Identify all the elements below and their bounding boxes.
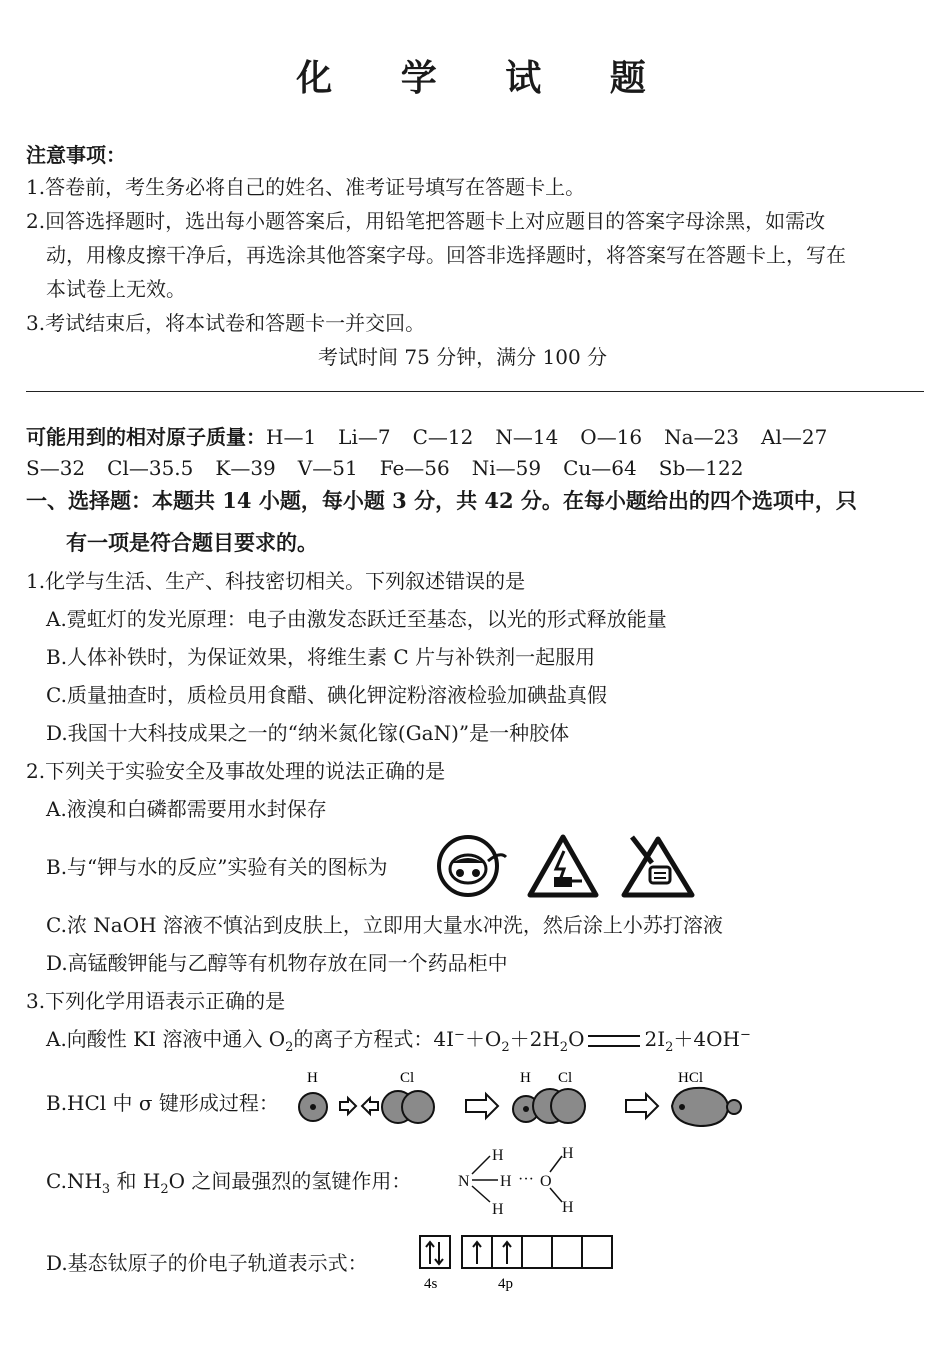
notice-item-2-end: 本试卷上无效。 [46, 277, 186, 301]
subscript: 2 [559, 1040, 569, 1055]
notice-item-2: 2.回答选择题时，选出每小题答案后，用铅笔把答题卡上对应题目的答案字母涂黑，如需改 [26, 209, 826, 233]
mass-item: Ni—59 [471, 456, 542, 480]
superscript: − [454, 1027, 465, 1043]
atom-h: H [492, 1201, 504, 1218]
label-cl: Cl [400, 1070, 415, 1086]
sigma-bond-diagram [296, 1064, 756, 1136]
heating-icon [436, 833, 508, 899]
mass-item: N—14 [495, 425, 559, 449]
mass-item: Cl—35.5 [107, 456, 194, 480]
atom-o: O [540, 1173, 552, 1190]
notice-item-2-cont: 动，用橡皮擦干净后，再选涂其他答案字母。回答非选择题时，将答案写在答题卡上，写在 [46, 243, 846, 267]
q3-stem: 3.下列化学用语表示正确的是 [26, 989, 286, 1013]
exam-time: 考试时间 75 分钟，满分 100 分 [318, 345, 608, 369]
q3-option-c [46, 1166, 411, 1196]
q3-option-b: B.HCl 中 σ 键形成过程： [46, 1091, 279, 1115]
subscript: 3 [101, 1182, 111, 1197]
q3-a-text: 的离子方程式：4I [293, 1027, 455, 1051]
q1-stem: 1.化学与生活、生产、科技密切相关。下列叙述错误的是 [26, 569, 526, 593]
label-h: H [307, 1070, 318, 1086]
subscript: 2 [501, 1040, 510, 1055]
atom-h: H [562, 1199, 574, 1216]
q3-a-text: ＋2H [509, 1027, 560, 1051]
atomic-masses-line-2 [26, 453, 765, 483]
label-4s: 4s [424, 1276, 438, 1292]
notice-item-1: 1.答卷前，考生务必将自己的姓名、准考证号填写在答题卡上。 [26, 175, 586, 199]
mass-item: H—1 [266, 425, 317, 449]
mass-item: K—39 [215, 456, 276, 480]
hbond-dots: ··· [518, 1171, 534, 1188]
atomic-masses-label: 可能用到的相对原子质量： [26, 425, 266, 449]
hydrogen-bond-diagram [452, 1140, 592, 1224]
subscript: 2 [285, 1040, 294, 1055]
sharp-object-icon [618, 833, 698, 899]
q2-option-c: C.浓 NaOH 溶液不慎沾到皮肤上，立即用大量水冲洗，然后涂上小苏打溶液 [46, 913, 723, 937]
atomic-masses-line-1 [26, 422, 849, 452]
q2-option-d: D.高锰酸钾能与乙醇等有机物存放在同一个药品柜中 [46, 951, 508, 975]
subscript: 2 [160, 1182, 169, 1197]
superscript: − [739, 1027, 751, 1043]
subscript: 2 [665, 1040, 674, 1055]
mass-item: Fe—56 [379, 456, 450, 480]
mass-item: V—51 [297, 456, 358, 480]
q1-option-d: D.我国十大科技成果之一的“纳米氮化镓(GaN)”是一种胶体 [46, 721, 570, 745]
q3-option-d: D.基态钛原子的价电子轨道表示式： [46, 1251, 368, 1275]
q3-a-text: O [568, 1027, 585, 1051]
page-title: 化 学 试 题 [296, 57, 674, 99]
notice-item-3: 3.考试结束后，将本试卷和答题卡一并交回。 [26, 311, 426, 335]
q3-c-text: C.NH [46, 1169, 102, 1193]
q2-stem: 2.下列关于实验安全及事故处理的说法正确的是 [26, 759, 446, 783]
q3-a-text: ＋O [464, 1027, 502, 1051]
mass-item: Cu—64 [563, 456, 637, 480]
label-h: H [520, 1070, 531, 1086]
mass-item: Na—23 [664, 425, 740, 449]
mass-item: Al—27 [761, 425, 828, 449]
label-4p: 4p [498, 1276, 513, 1292]
equals-sign [588, 1035, 640, 1047]
q2-option-b: B.与“钾与水的反应”实验有关的图标为 [46, 855, 388, 879]
q3-a-text: A.向酸性 KI 溶液中通入 O [46, 1027, 286, 1051]
q3-a-text: ＋4OH [673, 1027, 740, 1051]
q3-c-text: O 之间最强烈的氢键作用： [168, 1169, 412, 1193]
q1-option-b: B.人体补铁时，为保证效果，将维生素 C 片与补铁剂一起服用 [46, 645, 596, 669]
mass-item: C—12 [412, 425, 474, 449]
q3-a-text: 2I [644, 1027, 666, 1051]
mass-item: Li—7 [338, 425, 391, 449]
electric-hazard-icon [526, 833, 600, 899]
atom-h: H [562, 1145, 574, 1162]
section-heading-cont: 有一项是符合题目要求的。 [66, 530, 318, 555]
mass-item: S—32 [26, 456, 86, 480]
label-cl: Cl [558, 1070, 573, 1086]
atom-n: N [458, 1173, 470, 1190]
mass-item: Sb—122 [658, 456, 744, 480]
q2-option-a: A.液溴和白磷都需要用水封保存 [46, 797, 327, 821]
q3-option-a [46, 1024, 751, 1054]
mass-item: O—16 [580, 425, 643, 449]
notice-heading: 注意事项： [26, 143, 126, 167]
divider [26, 391, 924, 392]
label-hcl: HCl [678, 1070, 704, 1086]
q1-option-a: A.霓虹灯的发光原理：电子由激发态跃迁至基态，以光的形式释放能量 [46, 607, 667, 631]
orbital-diagram [418, 1234, 628, 1298]
atom-h: H [492, 1147, 504, 1164]
section-heading: 一、选择题：本题共 14 小题，每小题 3 分，共 42 分。在每小题给出的四个选项中，只 [26, 488, 857, 513]
q3-c-text: 和 H [110, 1169, 161, 1193]
q1-option-c: C.质量抽查时，质检员用食醋、碘化钾淀粉溶液检验加碘盐真假 [46, 683, 607, 707]
atom-h: H [500, 1173, 512, 1190]
